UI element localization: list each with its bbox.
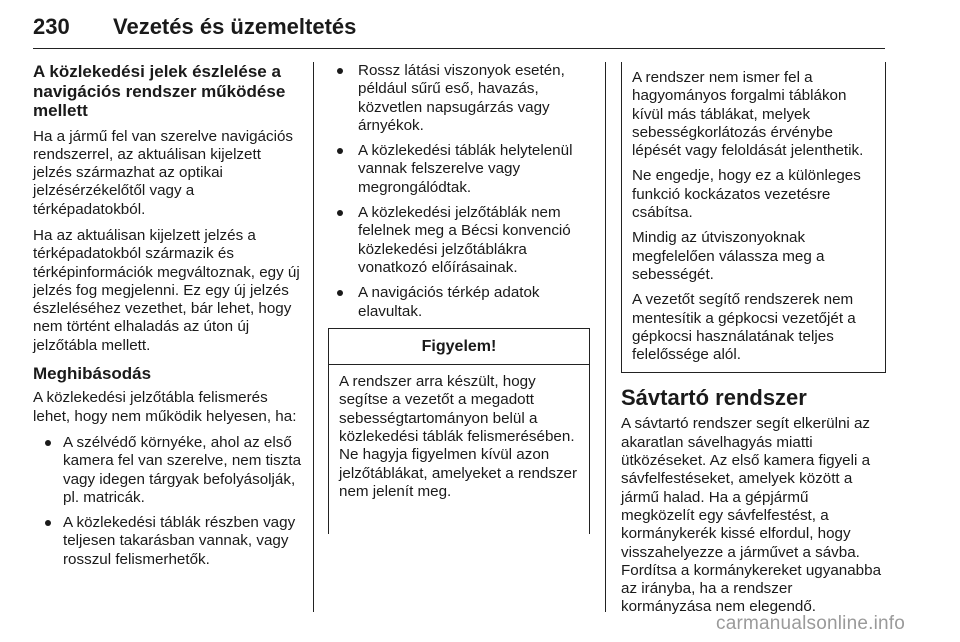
list-item: A szélvédő környéke, ahol az első kamera fel van szerelve, nem tiszta vagy idegen tárgyak befolyásolják, pl. matricák. (33, 434, 303, 507)
malfunction-list-continued (328, 62, 590, 321)
chapter-title: Vezetés és üzemeltetés (113, 14, 357, 39)
column-3 (621, 62, 886, 625)
list-item: Rossz látási viszonyok esetén, például sűrű eső, havazás, közvetlen napsugárzás vagy árnyékok. (328, 62, 590, 135)
warning-text: A rendszer arra készült, hogy segítse a vezetőt a megadott sebességtartományon belül a közlekedési táblák felismerésében. Ne hagyja figyelmen kívül azon jelzőtáblákat, amelyeket a rendszer nem jelenít meg. (339, 373, 578, 500)
warning-box-continued (621, 62, 886, 373)
column-divider-1 (313, 62, 314, 612)
paragraph: Ne engedje, hogy ez a különleges funkció kockázatos vezetésre csábítsa. (632, 167, 861, 222)
header-rule (33, 48, 885, 49)
list-item: A közlekedési jelzőtáblák nem felelnek meg a Bécsi konvenció közlekedési jelzőtáblákra vonatkozó előírásainak. (328, 204, 590, 277)
page-number: 230 (33, 14, 70, 39)
paragraph: A rendszer nem ismer fel a hagyományos forgalmi táblákon kívül más táblákat, melyek sebességkorlátozás érvénybe lépését vagy feloldását jelenthetik. (632, 69, 864, 160)
list-item: A közlekedési táblák részben vagy teljesen takarásban vannak, vagy rosszul felismerhetők. (33, 514, 303, 569)
subheading-malfunction: Meghibásodás (33, 364, 152, 384)
malfunction-list (33, 434, 303, 569)
page-header (0, 0, 960, 50)
paragraph: A sávtartó rendszer segít elkerülni az akaratlan sávelhagyás miatti ütközéseket. Az első kamera figyeli a sávfelfestéseket, amelyek között a jármű halad. Ha a gépjármű megközelít egy sávfelfestést, a kormánykerék kissé elfordul, hogy visszahelyezze a járművet a sávba. Fordítsa a kormánykereket ugyanabba az irányba, ha a rendszer kormányzása nem elegendő. (621, 415, 882, 616)
paragraph: Ha az aktuálisan kijelzett jelzés a térképadatokból származik és térképinformációk megváltoznak, egy új jelzés fog megjelenni. Ez egy új jelzés észleléséhez vezethet, bár lehet, hogy nem történt elhaladás az úton új jelzőtábla mellett. (33, 226, 300, 354)
paragraph: A közlekedési jelzőtábla felismerés lehet, hogy nem működik helyesen, ha: (33, 389, 297, 425)
list-item: A közlekedési táblák helytelenül vannak felszerelve vagy megrongálódtak. (328, 142, 590, 197)
column-divider-2 (605, 62, 606, 612)
watermark: carmanualsonline.info (716, 613, 906, 634)
list-item: A navigációs térkép adatok elavultak. (328, 284, 590, 321)
warning-title: Figyelem! (329, 329, 589, 365)
paragraph: Ha a jármű fel van szerelve navigációs rendszerrel, az aktuálisan kijelzett jelzés származhat az optikai jelzésérzékelőtől vagy a térképadatokból. (33, 127, 293, 218)
paragraph: Mindig az útviszonyoknak megfelelően válassza meg a sebességét. (632, 229, 825, 283)
warning-box (328, 328, 590, 534)
column-2 (328, 62, 590, 534)
column-1 (33, 62, 303, 576)
section-heading-lane-keep: Sávtartó rendszer (621, 385, 807, 411)
paragraph: A vezetőt segítő rendszerek nem mentesítik a gépkocsi vezetőjét a gépkocsi használatának teljes felelőssége alól. (632, 291, 856, 364)
section-heading-traffic-signs-navigation: A közlekedési jelek észlelése a navigációs rendszer működése mellett (33, 62, 286, 120)
